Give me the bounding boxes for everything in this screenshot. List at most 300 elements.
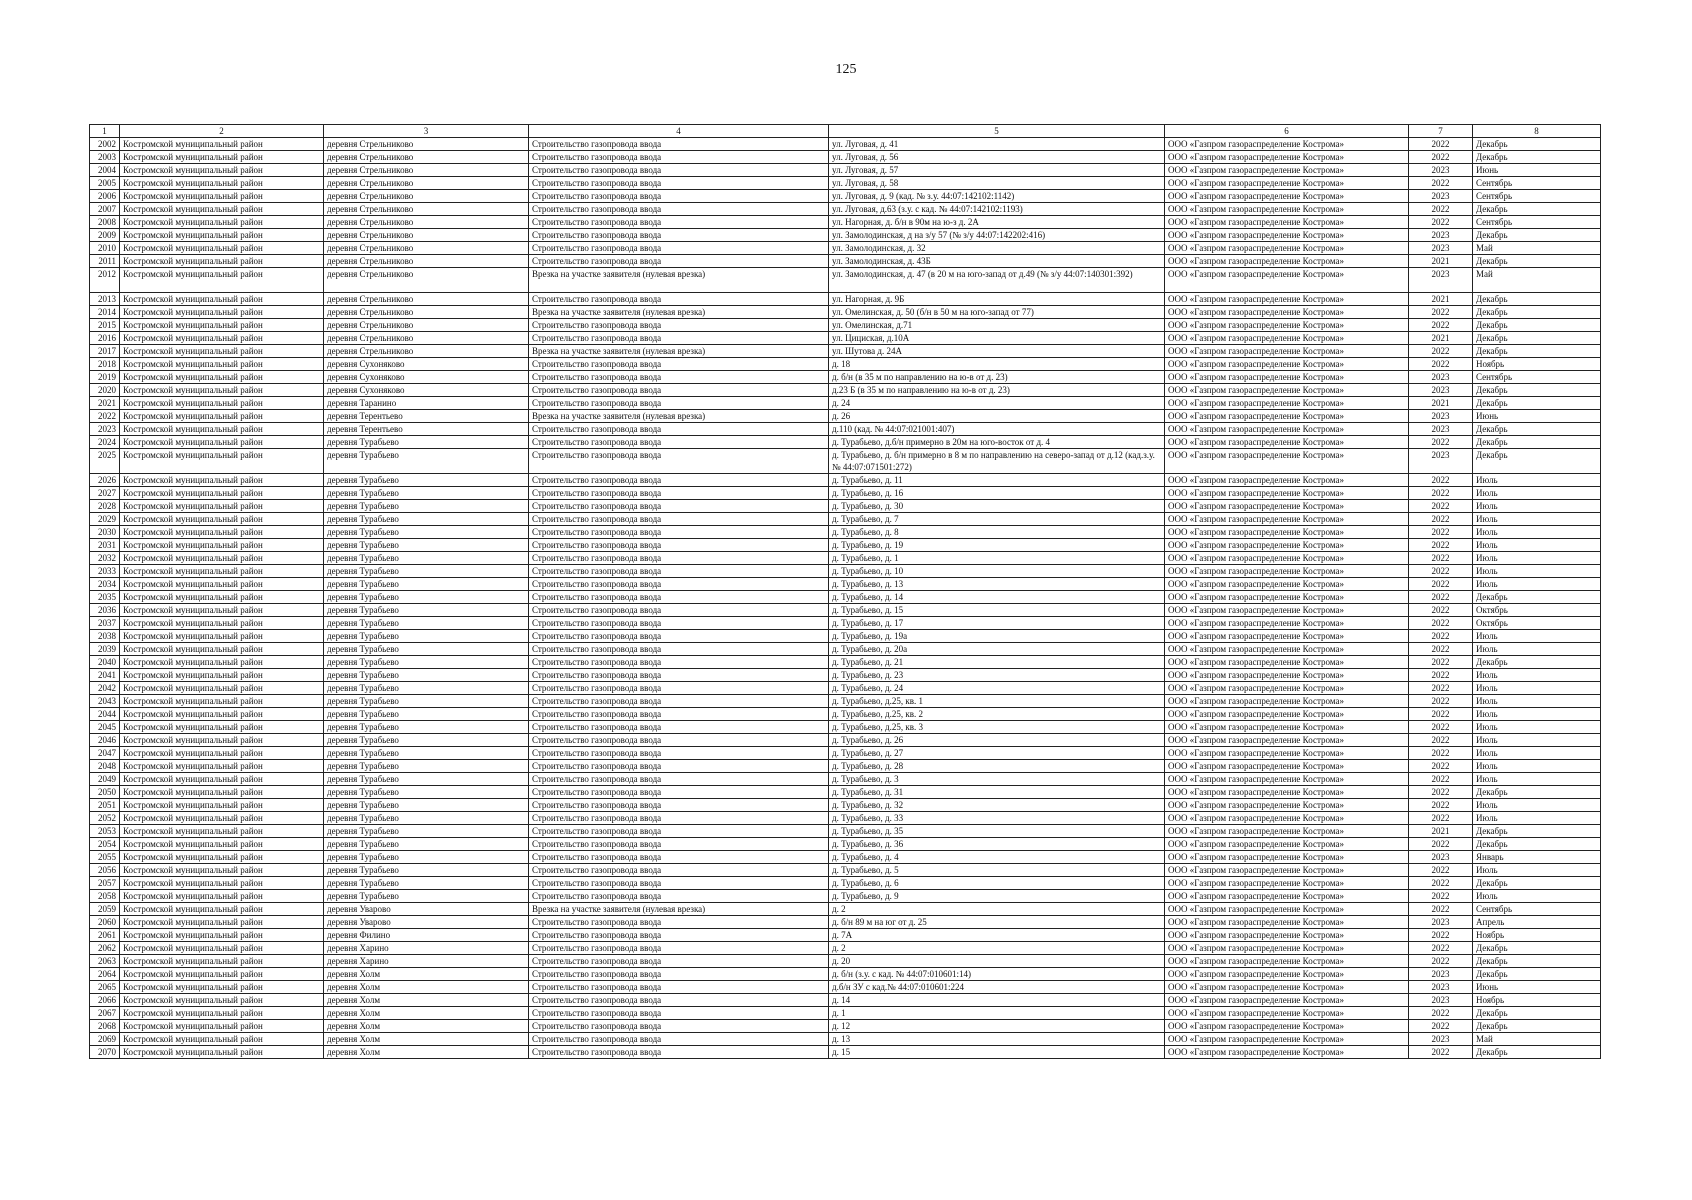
address-cell: ул. Нагорная, д. б/н в 90м на ю-з д. 2А <box>829 216 1165 229</box>
row-number: 2024 <box>90 436 120 449</box>
table-row <box>90 760 1601 773</box>
month-cell: Июль <box>1473 565 1601 578</box>
row-number: 2033 <box>90 565 120 578</box>
district-cell: Костромской муниципальный район <box>120 812 324 825</box>
district-cell: Костромской муниципальный район <box>120 526 324 539</box>
address-cell: д. Турабьево, д.б/н примерно в 20м на юго-восток от д. 4 <box>829 436 1165 449</box>
address-cell: д. Турабьево, д. 4 <box>829 851 1165 864</box>
district-cell: Костромской муниципальный район <box>120 1033 324 1046</box>
header-cell: 5 <box>829 125 1165 138</box>
row-number: 2049 <box>90 773 120 786</box>
district-cell: Костромской муниципальный район <box>120 242 324 255</box>
row-number: 2070 <box>90 1046 120 1059</box>
settlement-cell: деревня Турабьево <box>324 721 529 734</box>
address-cell: ул. Омелинская, д. 50 (б/н в 50 м на юго-запад от 77) <box>829 306 1165 319</box>
district-cell: Костромской муниципальный район <box>120 255 324 268</box>
table-row <box>90 721 1601 734</box>
work-type-cell: Строительство газопровода ввода <box>529 332 829 345</box>
work-type-cell: Строительство газопровода ввода <box>529 164 829 177</box>
row-number: 2028 <box>90 500 120 513</box>
address-cell: ул. Замолодинская, д на з/у 57 (№ з/у 44:07:142202:416) <box>829 229 1165 242</box>
year-cell: 2022 <box>1409 539 1473 552</box>
district-cell: Костромской муниципальный район <box>120 708 324 721</box>
row-number: 2018 <box>90 358 120 371</box>
work-type-cell: Строительство газопровода ввода <box>529 656 829 669</box>
work-type-cell: Строительство газопровода ввода <box>529 371 829 384</box>
month-cell: Июль <box>1473 643 1601 656</box>
row-number: 2045 <box>90 721 120 734</box>
organization-cell: ООО «Газпром газораспределение Кострома» <box>1165 565 1409 578</box>
work-type-cell: Строительство газопровода ввода <box>529 565 829 578</box>
year-cell: 2022 <box>1409 682 1473 695</box>
work-type-cell: Строительство газопровода ввода <box>529 708 829 721</box>
row-number: 2055 <box>90 851 120 864</box>
month-cell: Декабрь <box>1473 151 1601 164</box>
settlement-cell: деревня Турабьево <box>324 669 529 682</box>
year-cell: 2022 <box>1409 319 1473 332</box>
address-cell: д. б/н 89 м на юг от д. 25 <box>829 916 1165 929</box>
settlement-cell: деревня Турабьево <box>324 513 529 526</box>
settlement-cell: деревня Стрельниково <box>324 345 529 358</box>
address-cell: д. б/н (з.у. с кад. № 44:07:010601:14) <box>829 968 1165 981</box>
header-cell: 7 <box>1409 125 1473 138</box>
work-type-cell: Строительство газопровода ввода <box>529 968 829 981</box>
district-cell: Костромской муниципальный район <box>120 449 324 474</box>
address-cell: д. 12 <box>829 1020 1165 1033</box>
year-cell: 2021 <box>1409 825 1473 838</box>
district-cell: Костромской муниципальный район <box>120 903 324 916</box>
row-number: 2063 <box>90 955 120 968</box>
month-cell: Апрель <box>1473 916 1601 929</box>
year-cell: 2022 <box>1409 151 1473 164</box>
organization-cell: ООО «Газпром газораспределение Кострома» <box>1165 916 1409 929</box>
settlement-cell: деревня Сухоняково <box>324 358 529 371</box>
organization-cell: ООО «Газпром газораспределение Кострома» <box>1165 500 1409 513</box>
settlement-cell: деревня Филино <box>324 929 529 942</box>
address-cell: д. Турабьево, д. 35 <box>829 825 1165 838</box>
work-type-cell: Строительство газопровода ввода <box>529 643 829 656</box>
month-cell: Июль <box>1473 630 1601 643</box>
table-row <box>90 358 1601 371</box>
row-number: 2044 <box>90 708 120 721</box>
year-cell: 2022 <box>1409 216 1473 229</box>
month-cell: Май <box>1473 268 1601 293</box>
year-cell: 2022 <box>1409 929 1473 942</box>
organization-cell: ООО «Газпром газораспределение Кострома» <box>1165 190 1409 203</box>
district-cell: Костромской муниципальный район <box>120 552 324 565</box>
district-cell: Костромской муниципальный район <box>120 500 324 513</box>
district-cell: Костромской муниципальный район <box>120 604 324 617</box>
settlement-cell: деревня Турабьево <box>324 812 529 825</box>
organization-cell: ООО «Газпром газораспределение Кострома» <box>1165 747 1409 760</box>
work-type-cell: Строительство газопровода ввода <box>529 319 829 332</box>
year-cell: 2022 <box>1409 1007 1473 1020</box>
district-cell: Костромской муниципальный район <box>120 565 324 578</box>
year-cell: 2023 <box>1409 371 1473 384</box>
settlement-cell: деревня Стрельниково <box>324 203 529 216</box>
year-cell: 2022 <box>1409 591 1473 604</box>
header-cell: 2 <box>120 125 324 138</box>
month-cell: Сентябрь <box>1473 190 1601 203</box>
row-number: 2051 <box>90 799 120 812</box>
table-row <box>90 851 1601 864</box>
district-cell: Костромской муниципальный район <box>120 229 324 242</box>
organization-cell: ООО «Газпром газораспределение Кострома» <box>1165 695 1409 708</box>
row-number: 2057 <box>90 877 120 890</box>
district-cell: Костромской муниципальный район <box>120 578 324 591</box>
organization-cell: ООО «Газпром газораспределение Кострома» <box>1165 449 1409 474</box>
month-cell: Январь <box>1473 851 1601 864</box>
month-cell: Июль <box>1473 864 1601 877</box>
organization-cell: ООО «Газпром газораспределение Кострома» <box>1165 656 1409 669</box>
work-type-cell: Строительство газопровода ввода <box>529 526 829 539</box>
organization-cell: ООО «Газпром газораспределение Кострома» <box>1165 578 1409 591</box>
district-cell: Костромской муниципальный район <box>120 487 324 500</box>
year-cell: 2022 <box>1409 903 1473 916</box>
row-number: 2048 <box>90 760 120 773</box>
settlement-cell: деревня Стрельниково <box>324 164 529 177</box>
settlement-cell: деревня Турабьево <box>324 825 529 838</box>
district-cell: Костромской муниципальный район <box>120 190 324 203</box>
address-cell: д. 13 <box>829 1033 1165 1046</box>
settlement-cell: деревня Турабьево <box>324 786 529 799</box>
work-type-cell: Строительство газопровода ввода <box>529 151 829 164</box>
year-cell: 2022 <box>1409 864 1473 877</box>
row-number: 2016 <box>90 332 120 345</box>
work-type-cell: Строительство газопровода ввода <box>529 786 829 799</box>
row-number: 2034 <box>90 578 120 591</box>
row-number: 2054 <box>90 838 120 851</box>
settlement-cell: деревня Турабьево <box>324 708 529 721</box>
month-cell: Июль <box>1473 799 1601 812</box>
table-row <box>90 164 1601 177</box>
table-row <box>90 371 1601 384</box>
year-cell: 2023 <box>1409 916 1473 929</box>
organization-cell: ООО «Газпром газораспределение Кострома» <box>1165 968 1409 981</box>
header-cell: 8 <box>1473 125 1601 138</box>
address-cell: д. 14 <box>829 994 1165 1007</box>
row-number: 2021 <box>90 397 120 410</box>
year-cell: 2022 <box>1409 877 1473 890</box>
district-cell: Костромской муниципальный район <box>120 630 324 643</box>
work-type-cell: Строительство газопровода ввода <box>529 397 829 410</box>
settlement-cell: деревня Турабьево <box>324 838 529 851</box>
district-cell: Костромской муниципальный район <box>120 268 324 293</box>
row-number: 2040 <box>90 656 120 669</box>
year-cell: 2022 <box>1409 513 1473 526</box>
row-number: 2068 <box>90 1020 120 1033</box>
year-cell: 2023 <box>1409 994 1473 1007</box>
district-cell: Костромской муниципальный район <box>120 410 324 423</box>
settlement-cell: деревня Турабьево <box>324 682 529 695</box>
district-cell: Костромской муниципальный район <box>120 1007 324 1020</box>
row-number: 2037 <box>90 617 120 630</box>
month-cell: Декабрь <box>1473 838 1601 851</box>
address-cell: ул. Луговая, д. 57 <box>829 164 1165 177</box>
district-cell: Костромской муниципальный район <box>120 643 324 656</box>
month-cell: Декабрь <box>1473 968 1601 981</box>
settlement-cell: деревня Сухоняково <box>324 371 529 384</box>
organization-cell: ООО «Газпром газораспределение Кострома» <box>1165 474 1409 487</box>
row-number: 2064 <box>90 968 120 981</box>
row-number: 2060 <box>90 916 120 929</box>
address-cell: д. 24 <box>829 397 1165 410</box>
work-type-cell: Строительство газопровода ввода <box>529 384 829 397</box>
settlement-cell: деревня Турабьево <box>324 617 529 630</box>
district-cell: Костромской муниципальный район <box>120 591 324 604</box>
settlement-cell: деревня Турабьево <box>324 760 529 773</box>
month-cell: Июль <box>1473 747 1601 760</box>
month-cell: Июнь <box>1473 981 1601 994</box>
table-row <box>90 410 1601 423</box>
table-row <box>90 1046 1601 1059</box>
organization-cell: ООО «Газпром газораспределение Кострома» <box>1165 242 1409 255</box>
month-cell: Сентябрь <box>1473 903 1601 916</box>
month-cell: Декабрь <box>1473 384 1601 397</box>
month-cell: Декабрь <box>1473 319 1601 332</box>
district-cell: Костромской муниципальный район <box>120 864 324 877</box>
address-cell: д.б/н ЗУ с кад.№ 44:07:010601:224 <box>829 981 1165 994</box>
row-number: 2020 <box>90 384 120 397</box>
district-cell: Костромской муниципальный район <box>120 955 324 968</box>
work-type-cell: Строительство газопровода ввода <box>529 838 829 851</box>
work-type-cell: Врезка на участке заявителя (нулевая врезка) <box>529 903 829 916</box>
page-number: 125 <box>835 62 857 77</box>
settlement-cell: деревня Стрельниково <box>324 268 529 293</box>
work-type-cell: Строительство газопровода ввода <box>529 487 829 500</box>
organization-cell: ООО «Газпром газораспределение Кострома» <box>1165 851 1409 864</box>
year-cell: 2023 <box>1409 164 1473 177</box>
organization-cell: ООО «Газпром газораспределение Кострома» <box>1165 929 1409 942</box>
row-number: 2014 <box>90 306 120 319</box>
organization-cell: ООО «Газпром газораспределение Кострома» <box>1165 721 1409 734</box>
month-cell: Декабрь <box>1473 591 1601 604</box>
year-cell: 2023 <box>1409 1033 1473 1046</box>
district-cell: Костромской муниципальный район <box>120 138 324 151</box>
month-cell: Декабрь <box>1473 332 1601 345</box>
table-row <box>90 708 1601 721</box>
month-cell: Декабрь <box>1473 449 1601 474</box>
organization-cell: ООО «Газпром газораспределение Кострома» <box>1165 410 1409 423</box>
table-row <box>90 423 1601 436</box>
organization-cell: ООО «Газпром газораспределение Кострома» <box>1165 293 1409 306</box>
organization-cell: ООО «Газпром газораспределение Кострома» <box>1165 1007 1409 1020</box>
address-cell: д. Турабьево, д. 30 <box>829 500 1165 513</box>
table-row <box>90 825 1601 838</box>
header-cell: 6 <box>1165 125 1409 138</box>
year-cell: 2022 <box>1409 358 1473 371</box>
table-row <box>90 877 1601 890</box>
month-cell: Июль <box>1473 669 1601 682</box>
row-number: 2005 <box>90 177 120 190</box>
settlement-cell: деревня Стрельниково <box>324 138 529 151</box>
table-row <box>90 190 1601 203</box>
work-type-cell: Строительство газопровода ввода <box>529 138 829 151</box>
work-type-cell: Строительство газопровода ввода <box>529 513 829 526</box>
address-cell: д. Турабьево, д. 36 <box>829 838 1165 851</box>
address-cell: д. 7А <box>829 929 1165 942</box>
organization-cell: ООО «Газпром газораспределение Кострома» <box>1165 319 1409 332</box>
address-cell: ул. Шутова д. 24А <box>829 345 1165 358</box>
year-cell: 2022 <box>1409 203 1473 216</box>
organization-cell: ООО «Газпром газораспределение Кострома» <box>1165 384 1409 397</box>
month-cell: Ноябрь <box>1473 358 1601 371</box>
organization-cell: ООО «Газпром газораспределение Кострома» <box>1165 513 1409 526</box>
table-row <box>90 734 1601 747</box>
settlement-cell: деревня Стрельниково <box>324 255 529 268</box>
year-cell: 2023 <box>1409 384 1473 397</box>
month-cell: Июль <box>1473 487 1601 500</box>
year-cell: 2022 <box>1409 474 1473 487</box>
month-cell: Июль <box>1473 708 1601 721</box>
month-cell: Декабрь <box>1473 293 1601 306</box>
year-cell: 2023 <box>1409 268 1473 293</box>
address-cell: д. Турабьево, д. 28 <box>829 760 1165 773</box>
work-type-cell: Строительство газопровода ввода <box>529 929 829 942</box>
district-cell: Костромской муниципальный район <box>120 851 324 864</box>
address-cell: ул. Цициская, д.10А <box>829 332 1165 345</box>
address-cell: ул. Луговая, д. 9 (кад. № з.у. 44:07:142102:1142) <box>829 190 1165 203</box>
month-cell: Июль <box>1473 539 1601 552</box>
address-cell: ул. Луговая, д.63 (з.у. с кад. № 44:07:142102:1193) <box>829 203 1165 216</box>
row-number: 2011 <box>90 255 120 268</box>
district-cell: Костромской муниципальный район <box>120 669 324 682</box>
work-type-cell: Строительство газопровода ввода <box>529 630 829 643</box>
row-number: 2056 <box>90 864 120 877</box>
month-cell: Июль <box>1473 721 1601 734</box>
table-row <box>90 994 1601 1007</box>
table-row <box>90 903 1601 916</box>
district-cell: Костромской муниципальный район <box>120 617 324 630</box>
address-cell: д. Турабьево, д. 16 <box>829 487 1165 500</box>
work-type-cell: Строительство газопровода ввода <box>529 851 829 864</box>
address-cell: д. 18 <box>829 358 1165 371</box>
organization-cell: ООО «Газпром газораспределение Кострома» <box>1165 306 1409 319</box>
settlement-cell: деревня Турабьево <box>324 890 529 903</box>
row-number: 2065 <box>90 981 120 994</box>
settlement-cell: деревня Турабьево <box>324 643 529 656</box>
year-cell: 2022 <box>1409 617 1473 630</box>
work-type-cell: Строительство газопровода ввода <box>529 449 829 474</box>
address-cell: ул. Замолодинская, д. 47 (в 20 м на юго-запад от д.49 (№ з/у 44:07:140301:392) <box>829 268 1165 293</box>
work-type-cell: Строительство газопровода ввода <box>529 877 829 890</box>
work-type-cell: Строительство газопровода ввода <box>529 760 829 773</box>
work-type-cell: Строительство газопровода ввода <box>529 242 829 255</box>
organization-cell: ООО «Газпром газораспределение Кострома» <box>1165 268 1409 293</box>
settlement-cell: деревня Холм <box>324 1020 529 1033</box>
address-cell: д. Турабьево, д. 19 <box>829 539 1165 552</box>
address-cell: д. Турабьево, д. 1 <box>829 552 1165 565</box>
organization-cell: ООО «Газпром газораспределение Кострома» <box>1165 436 1409 449</box>
work-type-cell: Строительство газопровода ввода <box>529 255 829 268</box>
address-cell: д. Турабьево, д. 13 <box>829 578 1165 591</box>
month-cell: Декабрь <box>1473 786 1601 799</box>
table-row <box>90 332 1601 345</box>
year-cell: 2021 <box>1409 397 1473 410</box>
address-cell: д. Турабьево, д.25, кв. 2 <box>829 708 1165 721</box>
year-cell: 2022 <box>1409 630 1473 643</box>
address-cell: д. Турабьево, д. 17 <box>829 617 1165 630</box>
settlement-cell: деревня Стрельниково <box>324 293 529 306</box>
row-number: 2047 <box>90 747 120 760</box>
address-cell: д. б/н (в 35 м по направлению на ю-в от д. 23) <box>829 371 1165 384</box>
district-cell: Костромской муниципальный район <box>120 890 324 903</box>
month-cell: Декабрь <box>1473 1046 1601 1059</box>
organization-cell: ООО «Газпром газораспределение Кострома» <box>1165 812 1409 825</box>
organization-cell: ООО «Газпром газораспределение Кострома» <box>1165 864 1409 877</box>
row-number: 2035 <box>90 591 120 604</box>
year-cell: 2022 <box>1409 942 1473 955</box>
month-cell: Декабрь <box>1473 397 1601 410</box>
district-cell: Костромской муниципальный район <box>120 436 324 449</box>
year-cell: 2021 <box>1409 332 1473 345</box>
settlement-cell: деревня Терентьево <box>324 410 529 423</box>
header-row <box>90 125 1601 138</box>
organization-cell: ООО «Газпром газораспределение Кострома» <box>1165 1033 1409 1046</box>
table-row <box>90 474 1601 487</box>
row-number: 2013 <box>90 293 120 306</box>
organization-cell: ООО «Газпром газораспределение Кострома» <box>1165 760 1409 773</box>
table-row <box>90 552 1601 565</box>
month-cell: Декабрь <box>1473 138 1601 151</box>
district-cell: Костромской муниципальный район <box>120 942 324 955</box>
row-number: 2012 <box>90 268 120 293</box>
month-cell: Июль <box>1473 682 1601 695</box>
month-cell: Июль <box>1473 474 1601 487</box>
month-cell: Октябрь <box>1473 604 1601 617</box>
row-number: 2025 <box>90 449 120 474</box>
month-cell: Ноябрь <box>1473 994 1601 1007</box>
table-row <box>90 812 1601 825</box>
organization-cell: ООО «Газпром газораспределение Кострома» <box>1165 526 1409 539</box>
work-type-cell: Строительство газопровода ввода <box>529 695 829 708</box>
organization-cell: ООО «Газпром газораспределение Кострома» <box>1165 423 1409 436</box>
settlement-cell: деревня Харино <box>324 942 529 955</box>
work-type-cell: Врезка на участке заявителя (нулевая врезка) <box>529 345 829 358</box>
month-cell: Декабрь <box>1473 656 1601 669</box>
organization-cell: ООО «Газпром газораспределение Кострома» <box>1165 138 1409 151</box>
organization-cell: ООО «Газпром газораспределение Кострома» <box>1165 591 1409 604</box>
district-cell: Костромской муниципальный район <box>120 656 324 669</box>
row-number: 2003 <box>90 151 120 164</box>
district-cell: Костромской муниципальный район <box>120 345 324 358</box>
organization-cell: ООО «Газпром газораспределение Кострома» <box>1165 773 1409 786</box>
month-cell: Сентябрь <box>1473 177 1601 190</box>
year-cell: 2023 <box>1409 968 1473 981</box>
district-cell: Костромской муниципальный район <box>120 994 324 1007</box>
table-row <box>90 1007 1601 1020</box>
settlement-cell: деревня Стрельниково <box>324 319 529 332</box>
address-cell: д. Турабьево, д. 6 <box>829 877 1165 890</box>
organization-cell: ООО «Газпром газораспределение Кострома» <box>1165 825 1409 838</box>
district-cell: Костромской муниципальный район <box>120 397 324 410</box>
address-cell: ул. Замолодинская, д. 43Б <box>829 255 1165 268</box>
organization-cell: ООО «Газпром газораспределение Кострома» <box>1165 877 1409 890</box>
month-cell: Май <box>1473 1033 1601 1046</box>
organization-cell: ООО «Газпром газораспределение Кострома» <box>1165 371 1409 384</box>
table-row <box>90 449 1601 474</box>
settlement-cell: деревня Турабьево <box>324 773 529 786</box>
year-cell: 2023 <box>1409 190 1473 203</box>
month-cell: Май <box>1473 242 1601 255</box>
year-cell: 2022 <box>1409 500 1473 513</box>
work-type-cell: Строительство газопровода ввода <box>529 552 829 565</box>
year-cell: 2022 <box>1409 306 1473 319</box>
month-cell: Июль <box>1473 773 1601 786</box>
organization-cell: ООО «Газпром газораспределение Кострома» <box>1165 177 1409 190</box>
table-row <box>90 799 1601 812</box>
settlement-cell: деревня Турабьево <box>324 799 529 812</box>
